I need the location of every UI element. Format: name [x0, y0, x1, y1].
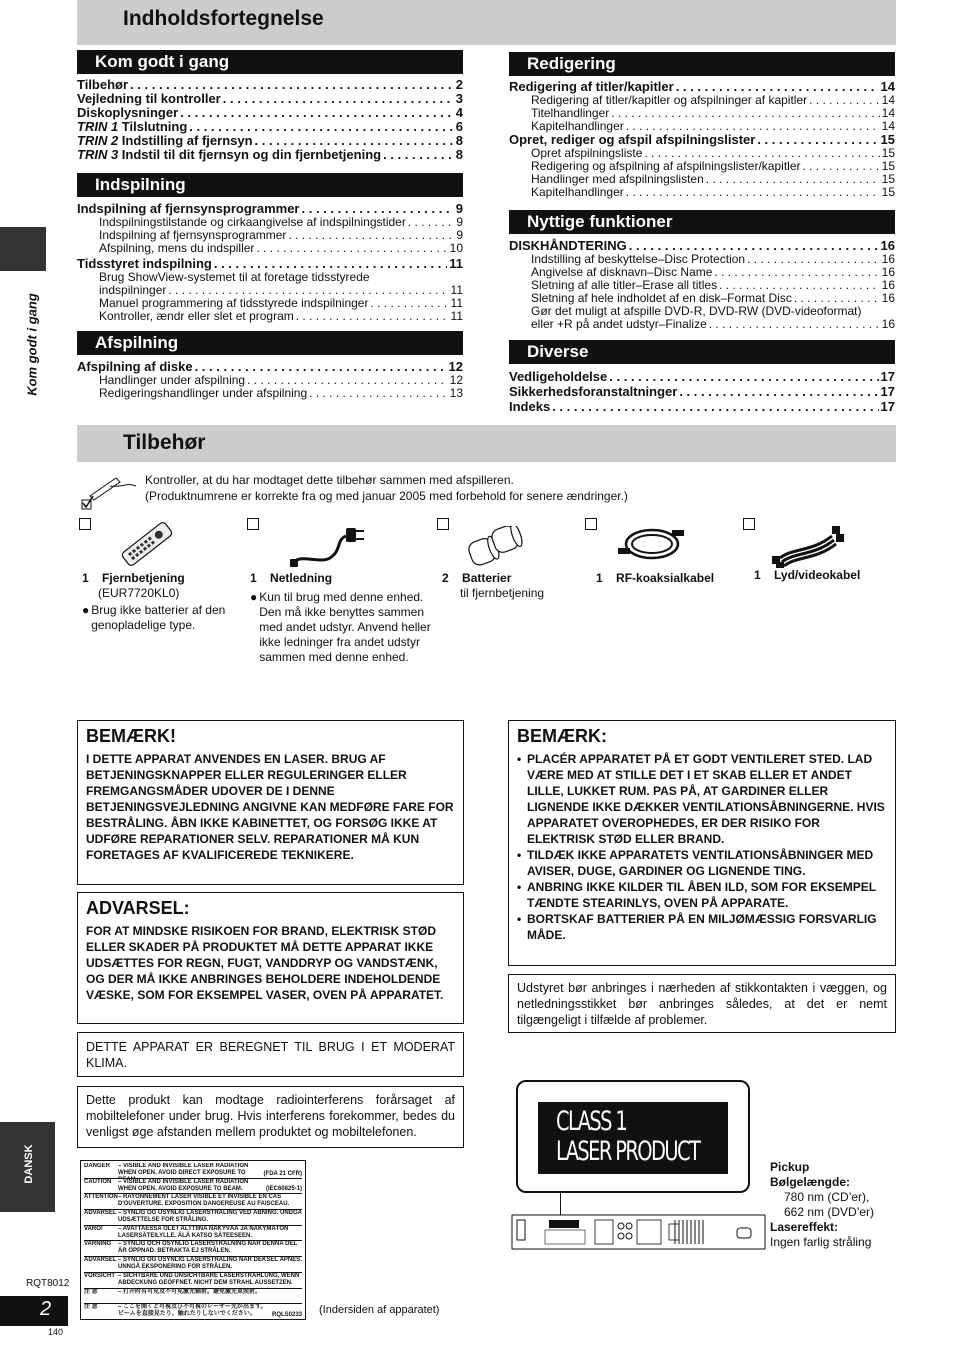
toc-entry-label: Sikkerhedsforanstaltninger: [509, 384, 678, 399]
toc-entry[interactable]: [77, 78, 463, 92]
laser-row-ref: (FDA 21 CFR): [263, 1170, 302, 1177]
toc-entry-label: Redigering og afspilning af afspilningslister/kapitler: [531, 159, 801, 173]
section-heading-diverse: Diverse: [509, 340, 895, 364]
ventilation-item: • PLACÉR APPARATET PÅ ET GODT VENTILERET STED. LAD VÆRE MED AT STILLE DET I ET SKAB ELLER ET ANDET LILLE, LUKKET RUM. PAS PÅ, AT GARDINER ELLER LIGNENDE IKKE DÆKKER VENTILATIONSÅBNINGERNE. HVIS APPARATET OVEROPHEDES, ER DER RISIKO FOR ELEKTRISK STØD ELLER BRAND.: [517, 751, 887, 847]
language-label: DANSK: [23, 1144, 35, 1184]
toc-entry-label: Indspilning af fjernsynsprogrammer: [99, 228, 287, 242]
accessory-name: Netledning: [270, 571, 333, 585]
toc-entry-page: 12: [449, 373, 463, 387]
toc-entry-page: 6: [455, 119, 463, 134]
laser-row-key: VARNING: [84, 1241, 112, 1248]
toc-entry-label: Titelhandlinger: [531, 106, 610, 120]
accessory-av-cable: [754, 568, 904, 583]
laser-label-row: [84, 1194, 302, 1210]
side-tab-top: [0, 227, 46, 271]
wavelength-cd: 780 nm (CD’er),: [784, 1190, 870, 1204]
toc-entry-label: Vejledning til kontroller: [77, 91, 221, 106]
page-number: 2: [40, 1298, 52, 1320]
wavelength-title: Bølgelængde:: [770, 1175, 850, 1189]
accessory-note: Brug ikke batterier af den genopladelige type.: [91, 603, 226, 632]
doc-code: RQT8012: [26, 1278, 70, 1289]
accessories-intro-1: Kontroller, at du har modtaget dette tilbehør sammen med afspilleren.: [145, 473, 514, 487]
section-heading-indspilning: Indspilning: [77, 173, 463, 197]
toc-entry-label: Tidsstyret indspilning: [77, 256, 212, 271]
accessories-title: Tilbehør: [123, 431, 206, 454]
page-number-box: [0, 1296, 68, 1326]
toc-title: Indholdsfortegnelse: [123, 7, 324, 30]
bemaerk-laser-title: BEMÆRK!: [86, 726, 176, 746]
toc-entry-label: Redigeringshandlinger under afspilning: [99, 386, 308, 400]
laser-row-ref: (IEC60825-1): [265, 1186, 302, 1193]
toc-entry-page: 16: [881, 278, 895, 292]
accessory-power-cord: 1 Netledning ● Kun til brug med denne enhed. Den må ikke benyttes sammen med andet udstyr. Anvend heller ikke ledninger fra andet udstyr sammen med denne enhed.: [250, 571, 440, 665]
toc-entry-page: 12: [448, 359, 463, 374]
ventilation-item-text: TILDÆK IKKE APPARATETS VENTILATIONSÅBNINGER MED AVISER, DUGE, GARDINER OG LIGNENDE TING.: [527, 848, 874, 878]
checklist-pen-icon: [80, 472, 138, 517]
ventilation-item: • BORTSKAF BATTERIER PÅ EN MILJØMÆSSIG FORSVARLIG MÅDE.: [517, 911, 887, 943]
climate-text: DETTE APPARAT ER BEREGNET TIL BRUG I ET MODERAT KLIMA.: [86, 1040, 455, 1070]
toc-entry-page: 16: [881, 252, 895, 266]
language-tab: [0, 1122, 55, 1212]
ventilation-list: [517, 751, 887, 943]
bemaerk-ventilation-box: [508, 720, 896, 966]
laser-row-key: VORSICHT: [84, 1272, 116, 1279]
toc-entry-label: eller +R på andet udstyr–Finalize: [531, 317, 707, 331]
laser-label-row: [84, 1273, 302, 1289]
toc-entry[interactable]: [77, 148, 463, 162]
advarsel-title: ADVARSEL:: [86, 898, 190, 918]
accessory-detail: (EUR7720KL0): [98, 586, 180, 600]
toc-entry-label: Redigering af titler/kapitler: [509, 79, 674, 94]
toc-entry-page: 16: [881, 291, 895, 305]
ventilation-item: • TILDÆK IKKE APPARATETS VENTILATIONSÅBNINGER MED AVISER, DUGE, GARDINER OG LIGNENDE TING.: [517, 847, 887, 879]
toc-entry-label: Manuel programmering af tidsstyrede indspilninger: [99, 296, 369, 310]
laser-row-text: – 打开时有可见及不可见激光辐射。避免激光束照射。: [118, 1288, 262, 1295]
ventilation-item-text: BORTSKAF BATTERIER PÅ EN MILJØMÆSSIG FORSVARLIG MÅDE.: [527, 912, 877, 942]
toc-entry-page: 9: [456, 228, 463, 242]
toc-step-prefix: TRIN 1: [77, 119, 119, 134]
toc-entry-page: 11: [450, 283, 463, 297]
toc-entry-page: 4: [455, 105, 463, 120]
laser-row-key: CAUTION: [84, 1178, 112, 1185]
toc-entry-page: 11: [450, 309, 463, 323]
accessory-note: Kun til brug med denne enhed. Den må ikke benyttes sammen med andet udstyr. Anvend heller ikke ledninger fra andet udstyr sammen med denne enhed.: [259, 590, 431, 664]
class1-line1: CLASS 1: [556, 1106, 627, 1137]
laser-row-text: – VISIBLE AND INVISIBLE LASER RADIATION WHEN OPEN. AVOID EXPOSURE TO BEAM.: [118, 1178, 249, 1192]
laser-row-key: VARO!: [84, 1225, 103, 1232]
laser-warning-label: [80, 1160, 306, 1320]
advarsel-text: FOR AT MINDSKE RISIKOEN FOR BRAND, ELEKTRISK STØD ELLER SKADER PÅ PRODUKTET MÅ DETTE APPARAT IKKE UDSÆTTES FOR REGN, FUGT, VANDDRYP OG VANDSTÆNK, OG DER MÅ IKKE ANBRINGES BEHOLDERE INDEHOLDENDE VÆSKE, SOM FOR EKSEMPEL VASER, OVEN PÅ APPARATET.: [86, 924, 444, 1002]
toc-entry[interactable]: [509, 239, 895, 253]
outlet-box: [508, 974, 896, 1033]
laser-label-row: [84, 1226, 302, 1242]
laser-row-key: 注 意: [84, 1288, 98, 1295]
laser-row-text: – RAYONNEMENT LASER VISIBLE ET INVISIBLE EN CAS D'OUVERTURE. EXPOSITION DANGEREUSE AU FAISCEAU.: [118, 1194, 290, 1208]
laser-row-text: – SYNLIG OG USYNLIG LASERSTRÅLING VED ÅBNING. UNDGÅ UDSÆTTELSE FOR STRÅLING.: [118, 1210, 302, 1224]
toc-entry-page: 17: [880, 384, 895, 399]
toc-entry[interactable]: [509, 369, 895, 384]
toc-entry-label: DISKHÅNDTERING: [509, 238, 627, 253]
laser-row-key: DANGER: [84, 1163, 111, 1169]
wavelength-dvd: 662 nm (DVD’er): [784, 1205, 875, 1219]
toc-entry-label: Opret, rediger og afspil afspilningslister: [509, 132, 756, 147]
toc-entry[interactable]: [509, 80, 895, 94]
toc-entry-label: Indspilning af fjernsynsprogrammer: [77, 201, 300, 216]
section-heading-afspilning: Afspilning: [77, 331, 463, 355]
toc-subentry[interactable]: [509, 186, 895, 199]
toc-entry-page: 10: [449, 241, 463, 255]
laser-row-ref: RQLS0233: [271, 1311, 302, 1318]
accessories-intro-2: (Produktnumrene er korrekte fra og med januar 2005 med forbehold for senere ændringer.): [145, 489, 628, 503]
accessory-qty: 2: [442, 571, 449, 585]
laser-row-text: – VISIBLE AND INVISIBLE LASER RADIATION WHEN OPEN. AVOID DIRECT EXPOSURE TO: [118, 1163, 249, 1176]
laser-row-key: ADVARSEL: [84, 1210, 117, 1217]
radio-interference-box: [77, 1086, 464, 1148]
toc-entry-label: Afspilning, mens du indspiller: [99, 241, 255, 255]
laser-row-text: – SYNLIG OG USYNLIG LASERSTRÅLING NÅR DEKSEL ÅPNES. UNNGÅ EKSPONERING FOR STRÅLEN.: [118, 1257, 302, 1271]
toc-subentry[interactable]: [77, 387, 463, 400]
toc-entry-label: Handlinger under afspilning: [99, 373, 246, 387]
bemaerk-laser-box: [77, 720, 464, 885]
toc-entry-page: 16: [881, 317, 895, 331]
toc-entry-page: 13: [449, 386, 463, 400]
toc-entry-label: Vedligeholdelse: [509, 369, 608, 384]
toc-header-bar: [77, 0, 896, 45]
toc-entry[interactable]: [509, 399, 895, 414]
toc-entry-page: 15: [881, 146, 895, 160]
accessory-name: Lyd/videokabel: [774, 568, 861, 582]
laser-row-text: – SYNLIG OCH OSYNLIG LASERSTRÅLNING NÄR DENNA DEL ÄR ÖPPNAD. BETRAKTA EJ STRÅLEN.: [118, 1241, 298, 1255]
toc-entry-label: Angivelse af disknavn–Disc Name: [531, 265, 713, 279]
bemaerk-ventilation-title: BEMÆRK:: [517, 726, 607, 746]
ventilation-item: • ANBRING IKKE KILDER TIL ÅBEN ILD, SOM FOR EKSEMPEL TÆNDTE STEARINLYS, OVEN PÅ APPARATE.: [517, 879, 887, 911]
toc-entry[interactable]: [509, 384, 895, 399]
toc-entry-label: Kapitelhandlinger: [531, 119, 624, 133]
laser-row-key: ATTENTION: [84, 1194, 118, 1201]
toc-entry-label: Sletning af hele indholdet af en disk–Format Disc: [531, 291, 792, 305]
toc-entry[interactable]: [509, 133, 895, 147]
toc-entry-page: 15: [881, 172, 895, 186]
accessory-qty: 1: [596, 571, 603, 585]
ventilation-item-text: PLACÉR APPARATET PÅ ET GODT VENTILERET STED. LAD VÆRE MED AT STILLE DET I ET SKAB ELLER ET ANDET LILLE, LUKKET RUM. PAS PÅ, AT GARDINER ELLER LIGNENDE IKKE DÆKKER VENTILATIONSÅBNINGERNE. HVIS APPARATET OVEROPHEDES, ER DER RISIKO FOR ELEKTRISK STØD ELLER BRAND.: [527, 752, 885, 846]
toc-entry[interactable]: [77, 120, 463, 134]
toc-entry[interactable]: [77, 360, 463, 374]
toc-entry-page: 8: [455, 147, 463, 162]
accessory-checkbox[interactable]: [247, 518, 259, 530]
toc-entry-page: 14: [880, 79, 895, 94]
toc-entry[interactable]: [77, 134, 463, 148]
laser-row-key: 注 意: [84, 1304, 98, 1311]
class1-label: [516, 1080, 750, 1193]
accessory-batteries: [442, 571, 582, 601]
pickup-specs: [770, 1160, 874, 1250]
toc-entry-label: Sletning af alle titler–Erase all titles: [531, 278, 718, 292]
laser-label-row: [84, 1241, 302, 1257]
class1-line2: LASER PRODUCT: [556, 1136, 700, 1167]
laser-effect-value: Ingen farlig stråling: [770, 1235, 872, 1249]
laser-label-row: [84, 1289, 302, 1305]
nyttige-list: [509, 239, 895, 331]
laser-row-key: ADVARSEL: [84, 1257, 117, 1264]
radio-interference-text: Dette produkt kan modtage radiointerferens forårsaget af mobiltelefoner under brug. Hvis interferens forekommer, bedes du venligst øge afstanden mellem produktet og mobiltelefonen.: [86, 1093, 455, 1139]
ventilation-item-text: ANBRING IKKE KILDER TIL ÅBEN ILD, SOM FOR EKSEMPEL TÆNDTE STEARINLYS, OVEN PÅ APPARATE.: [527, 880, 876, 910]
finalize-line: Gør det muligt at afspille DVD-R, DVD-RW (DVD-videoformat): [531, 304, 862, 318]
laser-label-row: [84, 1179, 302, 1195]
toc-entry-label: Indstilling af fjernsyn: [121, 133, 253, 148]
redigering-list: [509, 80, 895, 199]
toc-entry-label: Opret afspilningsliste: [531, 146, 643, 160]
batteries-icon: [465, 526, 531, 571]
toc-entry-page: 2: [455, 77, 463, 92]
small-number: 140: [48, 1327, 64, 1337]
laser-row-text: – ここを開くと可視及び不可視のレーザー光が出ます。ビームを直接見たり、触れたりしないでください。: [118, 1304, 267, 1318]
coaxial-cable-icon: [614, 518, 688, 575]
toc-entry[interactable]: [77, 106, 463, 120]
accessory-detail: til fjernbetjening: [460, 586, 545, 600]
toc-entry-label: Kontroller, ændr eller slet et program: [99, 309, 294, 323]
indspilning-list: [77, 202, 463, 323]
kom-list: [77, 78, 463, 162]
toc-right-column: [509, 52, 895, 414]
accessory-qty: 1: [754, 568, 761, 582]
toc-entry-page: 16: [880, 238, 895, 253]
climate-box: [77, 1032, 464, 1077]
laser-label-row: [84, 1257, 302, 1273]
toc-entry-page: 9: [456, 215, 463, 229]
toc-entry-page: 9: [455, 201, 463, 216]
accessory-coax: [596, 571, 746, 586]
toc-entry-label: Indeks: [509, 399, 551, 414]
laser-effect-title: Lasereffekt:: [770, 1220, 839, 1234]
laser-label-row: [84, 1210, 302, 1226]
accessory-checkbox[interactable]: [585, 518, 597, 530]
toc-entry-page: 15: [881, 185, 895, 199]
laser-label-caption: (Indersiden af apparatet): [319, 1304, 440, 1316]
toc-entry[interactable]: [77, 202, 463, 216]
accessory-name: Batterier: [462, 571, 512, 585]
diverse-list: [509, 369, 895, 414]
toc-entry-label: Afspilning af diske: [77, 359, 193, 374]
toc-entry-page: 15: [881, 159, 895, 173]
class1-inner: [538, 1102, 728, 1174]
toc-entry[interactable]: [77, 257, 463, 271]
laser-label-row: [84, 1304, 302, 1320]
toc-left-column: [77, 50, 463, 400]
accessory-name: Fjernbetjening: [102, 571, 185, 585]
accessory-checkbox[interactable]: [743, 518, 755, 530]
accessory-name: RF-koaksialkabel: [616, 571, 715, 585]
toc-entry-page: 17: [880, 399, 895, 414]
accessory-checkbox[interactable]: [79, 518, 91, 530]
toc-entry-label: indspilninger: [99, 283, 167, 297]
laser-label-row: [84, 1163, 302, 1179]
accessory-remote: 1 Fjernbetjening (EUR7720KL0) ● Brug ikke batterier af den genopladelige type.: [82, 571, 242, 633]
afspilning-list: [77, 360, 463, 400]
showview-line: Brug ShowView-systemet til at foretage tidsstyrede: [99, 270, 370, 284]
toc-entry-page: 14: [881, 93, 895, 107]
accessory-checkbox[interactable]: [437, 518, 449, 530]
toc-entry-label: Tilslutning: [121, 119, 188, 134]
section-heading-kom: Kom godt i gang: [77, 50, 463, 74]
accessory-qty: 1: [250, 571, 257, 585]
av-cable-icon: [772, 518, 848, 575]
device-rear-panel-icon: [511, 1214, 766, 1255]
toc-entry-label: Kapitelhandlinger: [531, 185, 624, 199]
pickup-title: Pickup: [770, 1160, 810, 1174]
outlet-text: Udstyret bør anbringes i nærheden af stikkontakten i væggen, og netledningsstikket bør anbringes således, at det er nemt tilgængeligt i tilfælde af problemer.: [517, 981, 887, 1027]
toc-entry-page: 3: [455, 91, 463, 106]
toc-step-prefix: TRIN 3: [77, 147, 119, 162]
laser-row-text: – AVATTAESSA OLET ALTTIINA NÄKYVÄÄ JA NÄKYMÄTÖN LASERSÄTEILYLLE. ÄLÄ KATSO SÄTEESEEN.: [118, 1225, 289, 1239]
advarsel-box: [77, 892, 464, 1024]
section-heading-redigering: Redigering: [509, 52, 895, 76]
toc-entry-label: Handlinger med afspilningslisten: [531, 172, 704, 186]
toc-entry-label: Diskoplysninger: [77, 105, 179, 120]
remote-control-icon: [116, 518, 178, 575]
toc-entry-label: Tilbehør: [77, 77, 129, 92]
toc-entry-page: 16: [881, 265, 895, 279]
accessory-qty: 1: [82, 571, 89, 585]
accessories-header-bar: [77, 425, 896, 462]
toc-step-prefix: TRIN 2: [77, 133, 119, 148]
toc-entry-page: 8: [455, 133, 463, 148]
toc-entry-page: 14: [881, 119, 895, 133]
power-cord-icon: [290, 518, 370, 575]
bemaerk-laser-text: I DETTE APPARAT ANVENDES EN LASER. BRUG AF BETJENINGSKNAPPER ELLER REGULERINGER ELLER FREMGANGSMÅDER UDOVER DE I DENNE BETJENINGSVEJLEDNING ANGIVNE KAN MEDFØRE FARE FOR BESTRÅLING. ÅBN IKKE KABINETTET, OG FORSØG IKKE AT UDFØRE REPARATIONER SELV. REPARATIONER MÅ KUN FORETAGES AF KVALIFICEREDE TEKNIKERE.: [86, 752, 454, 862]
toc-entry-page: 11: [449, 256, 463, 271]
toc-entry-label: Indstilling af beskyttelse–Disc Protection: [531, 252, 746, 266]
toc-entry-page: 11: [450, 296, 463, 310]
laser-row-text: – SICHTBARE UND UNSICHTBARE LASERSTRAHLUNG, WENN ABDECKUNG GEÖFFNET. NICHT DEM STRAHL AUSSETZEN.: [118, 1272, 300, 1286]
toc-entry-page: 17: [880, 369, 895, 384]
toc-subentry[interactable]: [509, 318, 895, 331]
side-vertical-label: Kom godt i gang: [24, 293, 40, 396]
toc-subentry[interactable]: [77, 310, 463, 323]
toc-subentry[interactable]: [77, 242, 463, 255]
section-heading-nyttige: Nyttige funktioner: [509, 210, 895, 234]
toc-entry[interactable]: [77, 92, 463, 106]
toc-entry-page: 15: [880, 132, 895, 147]
toc-entry-page: 14: [881, 106, 895, 120]
toc-entry-label: Redigering af titler/kapitler og afspilninger af kapitler: [531, 93, 808, 107]
toc-entry-label: Indspilningstilstande og cirkaangivelse af indspilningstider: [99, 215, 406, 229]
toc-entry-label: Indstil til dit fjernsyn og din fjernbetjening: [121, 147, 382, 162]
